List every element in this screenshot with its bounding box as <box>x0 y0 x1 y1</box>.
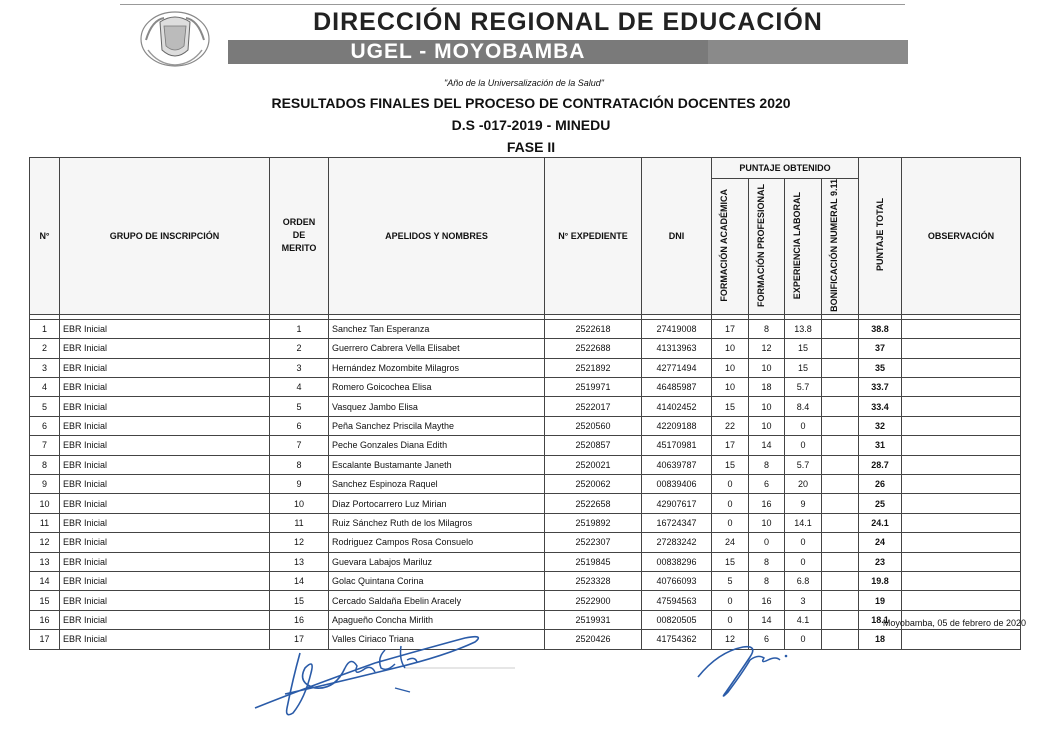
header-formacion-academica-label: FORMACIÓN ACADÉMICA <box>719 189 729 302</box>
cell-dni: 40766093 <box>642 571 712 590</box>
cell-formacion-profesional: 8 <box>749 571 785 590</box>
cell-grupo: EBR Inicial <box>60 571 270 590</box>
cell-puntaje-total: 18.1 <box>859 610 902 629</box>
cell-nombre: Rodriguez Campos Rosa Consuelo <box>329 533 545 552</box>
header-puntaje-obtenido: PUNTAJE OBTENIDO <box>712 158 859 179</box>
unit-title: UGEL - MOYOBAMBA <box>350 40 586 63</box>
table-row <box>30 513 1021 532</box>
cell-expediente: 2519892 <box>545 513 642 532</box>
cell-num: 4 <box>30 378 60 397</box>
signature-icon <box>245 628 525 723</box>
cell-observacion <box>902 436 1021 455</box>
cell-grupo: EBR Inicial <box>60 358 270 377</box>
cell-formacion-academica: 0 <box>712 513 749 532</box>
cell-nombre: Peña Sanchez Priscila Maythe <box>329 416 545 435</box>
cell-nombre: Sanchez Tan Esperanza <box>329 319 545 338</box>
cell-formacion-profesional: 16 <box>749 591 785 610</box>
table-row <box>30 591 1021 610</box>
cell-grupo: EBR Inicial <box>60 416 270 435</box>
cell-expediente: 2520560 <box>545 416 642 435</box>
cell-bonificacion <box>822 416 859 435</box>
cell-grupo: EBR Inicial <box>60 513 270 532</box>
cell-expediente: 2519845 <box>545 552 642 571</box>
cell-grupo: EBR Inicial <box>60 455 270 474</box>
cell-observacion <box>902 358 1021 377</box>
cell-num: 5 <box>30 397 60 416</box>
cell-puntaje-total: 19 <box>859 591 902 610</box>
header-num: N° <box>30 158 60 315</box>
cell-num: 17 <box>30 630 60 649</box>
cell-expediente: 2519971 <box>545 378 642 397</box>
cell-bonificacion <box>822 474 859 493</box>
cell-grupo: EBR Inicial <box>60 397 270 416</box>
top-border-line <box>120 4 905 5</box>
cell-puntaje-total: 35 <box>859 358 902 377</box>
cell-num: 1 <box>30 319 60 338</box>
header-observacion: OBSERVACIÓN <box>902 158 1021 315</box>
table-row <box>30 319 1021 338</box>
table-row <box>30 339 1021 358</box>
cell-dni: 46485987 <box>642 378 712 397</box>
cell-observacion <box>902 533 1021 552</box>
cell-formacion-profesional: 10 <box>749 416 785 435</box>
cell-grupo: EBR Inicial <box>60 339 270 358</box>
cell-formacion-academica: 0 <box>712 591 749 610</box>
cell-bonificacion <box>822 513 859 532</box>
cell-nombre: Romero Goicochea Elisa <box>329 378 545 397</box>
cell-formacion-profesional: 16 <box>749 494 785 513</box>
cell-num: 7 <box>30 436 60 455</box>
cell-formacion-academica: 15 <box>712 397 749 416</box>
document-decree: D.S -017-2019 - MINEDU <box>451 117 611 133</box>
cell-bonificacion <box>822 494 859 513</box>
cell-num: 10 <box>30 494 60 513</box>
cell-formacion-academica: 15 <box>712 552 749 571</box>
cell-orden: 1 <box>270 319 329 338</box>
header-dni: DNI <box>642 158 712 315</box>
cell-grupo: EBR Inicial <box>60 378 270 397</box>
cell-formacion-academica: 10 <box>712 339 749 358</box>
cell-formacion-academica: 0 <box>712 610 749 629</box>
table-row <box>30 455 1021 474</box>
document-title: RESULTADOS FINALES DEL PROCESO DE CONTRATACIÓN DOCENTES 2020 <box>271 95 791 111</box>
cell-formacion-academica: 5 <box>712 571 749 590</box>
cell-formacion-profesional: 6 <box>749 474 785 493</box>
cell-grupo: EBR Inicial <box>60 436 270 455</box>
cell-observacion <box>902 416 1021 435</box>
header-bonificacion-label: BONIFICACIÓN NUMERAL 9.11 <box>829 179 839 312</box>
cell-dni: 42907617 <box>642 494 712 513</box>
cell-orden: 5 <box>270 397 329 416</box>
header-puntaje-total-label: PUNTAJE TOTAL <box>874 198 885 272</box>
cell-bonificacion <box>822 571 859 590</box>
header-bonificacion <box>822 179 859 315</box>
cell-experiencia-laboral: 0 <box>785 533 822 552</box>
cell-formacion-academica: 10 <box>712 378 749 397</box>
cell-formacion-profesional: 6 <box>749 630 785 649</box>
cell-formacion-profesional: 8 <box>749 552 785 571</box>
header-orden-line3: MERITO <box>281 243 317 254</box>
table-row <box>30 533 1021 552</box>
cell-num: 11 <box>30 513 60 532</box>
cell-grupo: EBR Inicial <box>60 630 270 649</box>
signature-icon <box>688 632 798 702</box>
cell-expediente: 2523328 <box>545 571 642 590</box>
cell-nombre: Apagueño Concha Mirlith <box>329 610 545 629</box>
cell-nombre: Vasquez Jambo Elisa <box>329 397 545 416</box>
cell-nombre: Cercado Saldaña Ebelin Aracely <box>329 591 545 610</box>
cell-puntaje-total: 26 <box>859 474 902 493</box>
cell-formacion-profesional: 10 <box>749 513 785 532</box>
cell-expediente: 2520062 <box>545 474 642 493</box>
cell-num: 3 <box>30 358 60 377</box>
cell-experiencia-laboral: 0 <box>785 630 822 649</box>
cell-puntaje-total: 33.7 <box>859 378 902 397</box>
cell-orden: 17 <box>270 630 329 649</box>
cell-bonificacion <box>822 378 859 397</box>
cell-observacion <box>902 630 1021 649</box>
cell-nombre: Ruiz Sánchez Ruth de los Milagros <box>329 513 545 532</box>
header-formacion-profesional-label: FORMACIÓN PROFESIONAL <box>755 183 766 307</box>
cell-puntaje-total: 38.8 <box>859 319 902 338</box>
cell-formacion-profesional: 14 <box>749 610 785 629</box>
table-row <box>30 416 1021 435</box>
cell-puntaje-total: 19.8 <box>859 571 902 590</box>
header-experiencia-laboral <box>785 179 822 315</box>
cell-nombre: Diaz Portocarrero Luz Mirian <box>329 494 545 513</box>
header-experiencia-laboral-label: EXPERIENCIA LABORAL <box>792 191 802 300</box>
footer-date: Moyobamba, 05 de febrero de 2020 <box>882 618 1026 628</box>
cell-nombre: Peche Gonzales Diana Edith <box>329 436 545 455</box>
cell-formacion-academica: 24 <box>712 533 749 552</box>
cell-grupo: EBR Inicial <box>60 474 270 493</box>
cell-observacion <box>902 474 1021 493</box>
cell-observacion <box>902 571 1021 590</box>
cell-orden: 8 <box>270 455 329 474</box>
table-row <box>30 474 1021 493</box>
cell-num: 16 <box>30 610 60 629</box>
cell-experiencia-laboral: 5.7 <box>785 378 822 397</box>
cell-formacion-profesional: 0 <box>749 533 785 552</box>
cell-puntaje-total: 33.4 <box>859 397 902 416</box>
cell-dni: 27283242 <box>642 533 712 552</box>
cell-orden: 12 <box>270 533 329 552</box>
header-formacion-academica <box>712 179 749 315</box>
cell-orden: 14 <box>270 571 329 590</box>
cell-puntaje-total: 28.7 <box>859 455 902 474</box>
header-expediente: N° EXPEDIENTE <box>545 158 642 315</box>
cell-dni: 42771494 <box>642 358 712 377</box>
header-puntaje-total <box>859 158 902 315</box>
coat-of-arms-icon <box>138 10 212 68</box>
cell-grupo: EBR Inicial <box>60 533 270 552</box>
cell-experiencia-laboral: 20 <box>785 474 822 493</box>
cell-experiencia-laboral: 9 <box>785 494 822 513</box>
cell-num: 13 <box>30 552 60 571</box>
cell-grupo: EBR Inicial <box>60 494 270 513</box>
cell-expediente: 2522017 <box>545 397 642 416</box>
table-row <box>30 397 1021 416</box>
cell-num: 15 <box>30 591 60 610</box>
cell-grupo: EBR Inicial <box>60 552 270 571</box>
cell-formacion-profesional: 18 <box>749 378 785 397</box>
cell-formacion-profesional: 14 <box>749 436 785 455</box>
cell-bonificacion <box>822 591 859 610</box>
cell-num: 8 <box>30 455 60 474</box>
cell-orden: 7 <box>270 436 329 455</box>
header-orden <box>270 158 329 315</box>
table-row <box>30 494 1021 513</box>
cell-bonificacion <box>822 436 859 455</box>
cell-num: 2 <box>30 339 60 358</box>
cell-dni: 00820505 <box>642 610 712 629</box>
cell-expediente: 2522688 <box>545 339 642 358</box>
table-row <box>30 571 1021 590</box>
cell-puntaje-total: 23 <box>859 552 902 571</box>
cell-formacion-profesional: 10 <box>749 358 785 377</box>
cell-orden: 4 <box>270 378 329 397</box>
cell-bonificacion <box>822 358 859 377</box>
cell-bonificacion <box>822 319 859 338</box>
cell-orden: 13 <box>270 552 329 571</box>
cell-orden: 10 <box>270 494 329 513</box>
cell-experiencia-laboral: 15 <box>785 358 822 377</box>
header-orden-line2: DE <box>292 230 306 241</box>
cell-experiencia-laboral: 13.8 <box>785 319 822 338</box>
cell-expediente: 2520426 <box>545 630 642 649</box>
cell-dni: 45170981 <box>642 436 712 455</box>
cell-nombre: Guerrero Cabrera Vella Elisabet <box>329 339 545 358</box>
cell-formacion-academica: 17 <box>712 319 749 338</box>
cell-formacion-profesional: 8 <box>749 319 785 338</box>
cell-dni: 00839406 <box>642 474 712 493</box>
cell-experiencia-laboral: 0 <box>785 416 822 435</box>
cell-nombre: Sanchez Espinoza Raquel <box>329 474 545 493</box>
cell-nombre: Hernández Mozombite Milagros <box>329 358 545 377</box>
cell-formacion-academica: 22 <box>712 416 749 435</box>
cell-orden: 15 <box>270 591 329 610</box>
cell-experiencia-laboral: 5.7 <box>785 455 822 474</box>
results-table-body <box>30 319 1021 649</box>
cell-dni: 42209188 <box>642 416 712 435</box>
cell-experiencia-laboral: 14.1 <box>785 513 822 532</box>
cell-observacion <box>902 513 1021 532</box>
table-row <box>30 552 1021 571</box>
table-row <box>30 378 1021 397</box>
cell-formacion-academica: 17 <box>712 436 749 455</box>
document-phase: FASE II <box>506 139 556 155</box>
cell-puntaje-total: 31 <box>859 436 902 455</box>
cell-dni: 41754362 <box>642 630 712 649</box>
cell-formacion-academica: 12 <box>712 630 749 649</box>
cell-orden: 2 <box>270 339 329 358</box>
cell-expediente: 2522307 <box>545 533 642 552</box>
cell-experiencia-laboral: 4.1 <box>785 610 822 629</box>
cell-observacion <box>902 552 1021 571</box>
cell-formacion-academica: 15 <box>712 455 749 474</box>
cell-observacion <box>902 397 1021 416</box>
cell-expediente: 2521892 <box>545 358 642 377</box>
cell-num: 12 <box>30 533 60 552</box>
cell-bonificacion <box>822 397 859 416</box>
header-nombres: APELIDOS Y NOMBRES <box>329 158 545 315</box>
cell-orden: 16 <box>270 610 329 629</box>
cell-dni: 41402452 <box>642 397 712 416</box>
cell-nombre: Escalante Bustamante Janeth <box>329 455 545 474</box>
table-row <box>30 436 1021 455</box>
cell-formacion-academica: 0 <box>712 474 749 493</box>
header-orden-line1: ORDEN <box>282 217 316 228</box>
cell-observacion <box>902 319 1021 338</box>
cell-num: 14 <box>30 571 60 590</box>
table-row <box>30 358 1021 377</box>
cell-num: 9 <box>30 474 60 493</box>
cell-expediente: 2522618 <box>545 319 642 338</box>
cell-dni: 47594563 <box>642 591 712 610</box>
cell-formacion-academica: 10 <box>712 358 749 377</box>
header-grupo: GRUPO DE INSCRIPCIÓN <box>60 158 270 315</box>
cell-dni: 40639787 <box>642 455 712 474</box>
cell-observacion <box>902 339 1021 358</box>
cell-observacion <box>902 455 1021 474</box>
cell-orden: 6 <box>270 416 329 435</box>
cell-orden: 9 <box>270 474 329 493</box>
cell-observacion <box>902 378 1021 397</box>
cell-observacion <box>902 591 1021 610</box>
cell-expediente: 2522900 <box>545 591 642 610</box>
cell-experiencia-laboral: 0 <box>785 552 822 571</box>
table-row <box>30 630 1021 649</box>
cell-formacion-academica: 0 <box>712 494 749 513</box>
cell-dni: 41313963 <box>642 339 712 358</box>
cell-experiencia-laboral: 15 <box>785 339 822 358</box>
cell-formacion-profesional: 8 <box>749 455 785 474</box>
cell-grupo: EBR Inicial <box>60 610 270 629</box>
cell-expediente: 2520021 <box>545 455 642 474</box>
cell-puntaje-total: 24 <box>859 533 902 552</box>
cell-dni: 00838296 <box>642 552 712 571</box>
cell-dni: 27419008 <box>642 319 712 338</box>
cell-nombre: Valles Ciriaco Triana <box>329 630 545 649</box>
cell-puntaje-total: 18 <box>859 630 902 649</box>
cell-bonificacion <box>822 533 859 552</box>
cell-puntaje-total: 25 <box>859 494 902 513</box>
cell-orden: 11 <box>270 513 329 532</box>
cell-experiencia-laboral: 3 <box>785 591 822 610</box>
cell-experiencia-laboral: 0 <box>785 436 822 455</box>
cell-grupo: EBR Inicial <box>60 591 270 610</box>
cell-nombre: Guevara Labajos Mariluz <box>329 552 545 571</box>
cell-experiencia-laboral: 6.8 <box>785 571 822 590</box>
cell-bonificacion <box>822 630 859 649</box>
motto: "Año de la Universalización de la Salud" <box>444 78 604 88</box>
cell-bonificacion <box>822 455 859 474</box>
cell-observacion <box>902 494 1021 513</box>
cell-experiencia-laboral: 8.4 <box>785 397 822 416</box>
cell-num: 6 <box>30 416 60 435</box>
cell-formacion-profesional: 12 <box>749 339 785 358</box>
cell-expediente: 2519931 <box>545 610 642 629</box>
cell-puntaje-total: 24.1 <box>859 513 902 532</box>
cell-dni: 16724347 <box>642 513 712 532</box>
cell-orden: 3 <box>270 358 329 377</box>
cell-grupo: EBR Inicial <box>60 319 270 338</box>
header-formacion-profesional <box>749 179 785 315</box>
cell-formacion-profesional: 10 <box>749 397 785 416</box>
cell-bonificacion <box>822 552 859 571</box>
cell-puntaje-total: 32 <box>859 416 902 435</box>
institution-title: DIRECCIÓN REGIONAL DE EDUCACIÓN <box>313 8 823 36</box>
cell-nombre: Golac Quintana Corina <box>329 571 545 590</box>
results-table <box>29 157 1021 650</box>
cell-bonificacion <box>822 339 859 358</box>
cell-expediente: 2522658 <box>545 494 642 513</box>
cell-puntaje-total: 37 <box>859 339 902 358</box>
cell-expediente: 2520857 <box>545 436 642 455</box>
